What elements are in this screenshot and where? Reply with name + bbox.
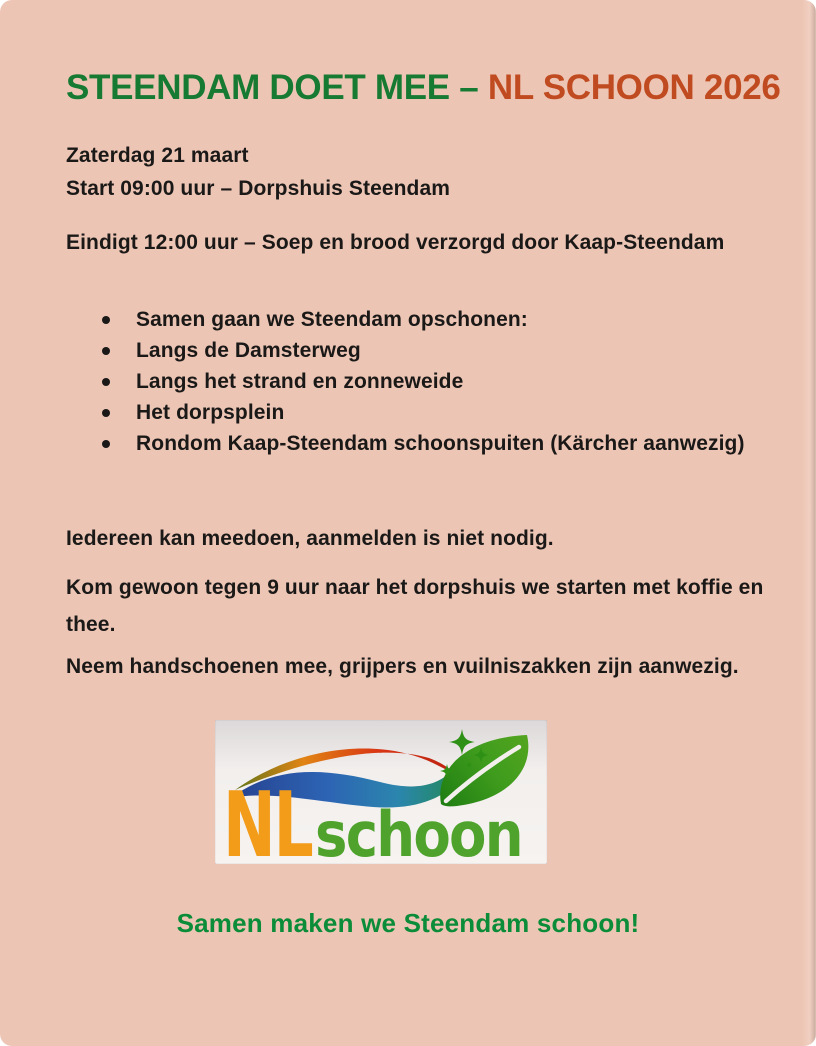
title-orange-text: NL SCHOON 2026 [487,68,781,107]
paragraph-everyone-welcome: Iedereen kan meedoen, aanmelden is niet nodig. [66,527,554,550]
bullet-dot-icon [102,347,110,355]
bullet-item-label: Langs het strand en zonneweide [136,370,464,393]
tagline: Samen maken we Steendam schoon! [176,908,640,938]
bullet-item [66,335,745,366]
nlschoon-logo [215,720,547,864]
bullet-dot-icon [102,440,110,448]
bullet-dot-icon [102,378,110,386]
paragraph-coffee: Kom gewoon tegen 9 uur naar het dorpshuis we starten met koffie en thee. [66,576,764,636]
logo-text-schoon: schoon [315,798,522,864]
bullet-dot-icon [102,316,110,324]
event-end: Eindigt 12:00 uur – Soep en brood verzorgd door Kaap-Steendam [66,231,725,254]
logo-text-nl: NL [223,773,312,864]
title-green-text: STEENDAM DOET MEE – [66,68,479,107]
bullet-item [66,366,745,397]
event-schedule [66,139,450,205]
bullet-item [66,304,745,335]
event-date: Zaterdag 21 maart [66,144,249,167]
bullet-item-label: Rondom Kaap-Steendam schoonspuiten (Kärcher aanwezig) [136,432,745,455]
photo-edge-artifact [802,0,816,1046]
paragraph-gloves: Neem handschoenen mee, grijpers en vuilniszakken zijn aanwezig. [66,655,739,678]
bullet-item-label: Samen gaan we Steendam opschonen: [136,308,528,331]
bullet-list [66,304,745,459]
bullet-item-label: Langs de Damsterweg [136,339,361,362]
event-start: Start 09:00 uur – Dorpshuis Steendam [66,177,451,200]
bullet-dot-icon [102,409,110,417]
bullet-item [66,397,745,428]
logo-sparkle-dot-icon [467,763,472,768]
flyer-title [66,68,781,108]
bullet-item-label: Het dorpsplein [136,401,285,424]
bullet-item [66,428,745,459]
